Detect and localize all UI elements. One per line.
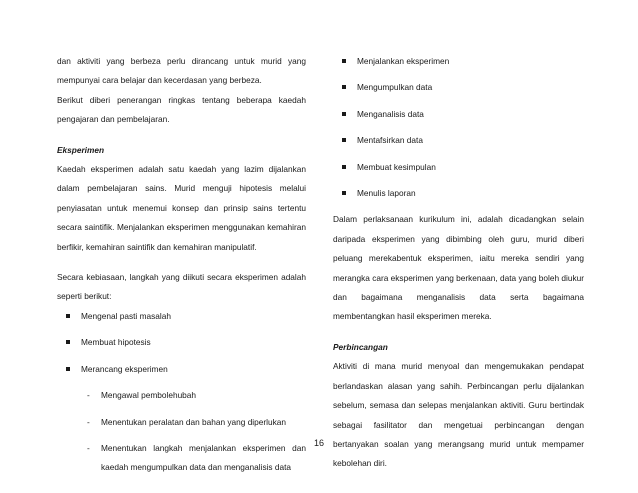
intro-paragraph-1: dan aktiviti yang berbeza perlu dirancang untuk murid yang mempunyai cara belajar dan kecerdasan yang berbeza. [57,56,306,86]
steps-bullet-list-continued [333,52,584,203]
list-item: Mentafsirkan data [333,131,584,150]
eksperimen-paragraph: Kaedah eksperimen adalah satu kaedah yang lazim dijalankan dalam pembelajaran sains. Murid menguji hipotesis melalui penyiasatan untuk menemui konsep dan prinsip sains tertentu secara saintifik. Menjalankan eksperimen menggunakan kemahiran berfikir, kemahiran saintifik dan kemahiran manipulatif. [57,164,306,252]
intro-paragraph-2: Berikut diberi penerangan ringkas tentang beberapa kaedah pengajaran dan pembelajaran. [57,94,306,125]
perbincangan-paragraph: Aktiviti di mana murid menyoal dan mengemukakan pendapat berlandaskan alasan yang sahih. Perbincangan perlu dijalankan sebelum, semasa dan selepas menjalankan aktiviti. Guru bertindak sebagai fasilitator dan mengetuai perbincangan dengan bertanyakan soalan yang merangsang murid untuk mempamer kebolehan diri. [333,361,584,469]
list-item: Membuat hipotesis [57,333,306,352]
list-item: Mengumpulkan data [333,78,584,97]
left-column [57,52,306,485]
steps-bullet-list [57,307,306,379]
kurikulum-paragraph: Dalam perlaksanaan kurikulum ini, adalah dicadangkan selain daripada eksperimen yang dibimbing oleh guru, murid diberi peluang merekabentuk eksperimen, iaitu mereka sendiri yang merangka cara eksperimen yang berkenaan, data yang boleh diukur dan bagaimana menganalisis data serta bagaimana membentangkan hasil eksperimen mereka. [333,214,584,322]
list-item: Mengenal pasti masalah [57,307,306,326]
list-item: Merancang eksperimen [57,360,306,379]
list-item: - Menentukan langkah menjalankan eksperimen dan kaedah mengumpulkan data dan menganalisis data [57,439,306,478]
page-number: 16 [313,438,324,448]
list-item: Membuat kesimpulan [333,158,584,177]
list-item: - Menentukan peralatan dan bahan yang diperlukan [57,413,306,432]
heading-perbincangan: Perbincangan [333,341,388,352]
list-item: Menganalisis data [333,105,584,124]
right-column [333,52,584,474]
planning-sub-list [57,386,306,478]
list-item: - Mengawal pembolehubah [57,386,306,405]
heading-eksperimen: Eksperimen [57,144,105,155]
list-item: Menulis laporan [333,184,584,203]
list-item: Menjalankan eksperimen [333,52,584,71]
steps-intro-paragraph: Secara kebiasaan, langkah yang diikuti secara eksperimen adalah seperti berikut: [57,272,306,302]
